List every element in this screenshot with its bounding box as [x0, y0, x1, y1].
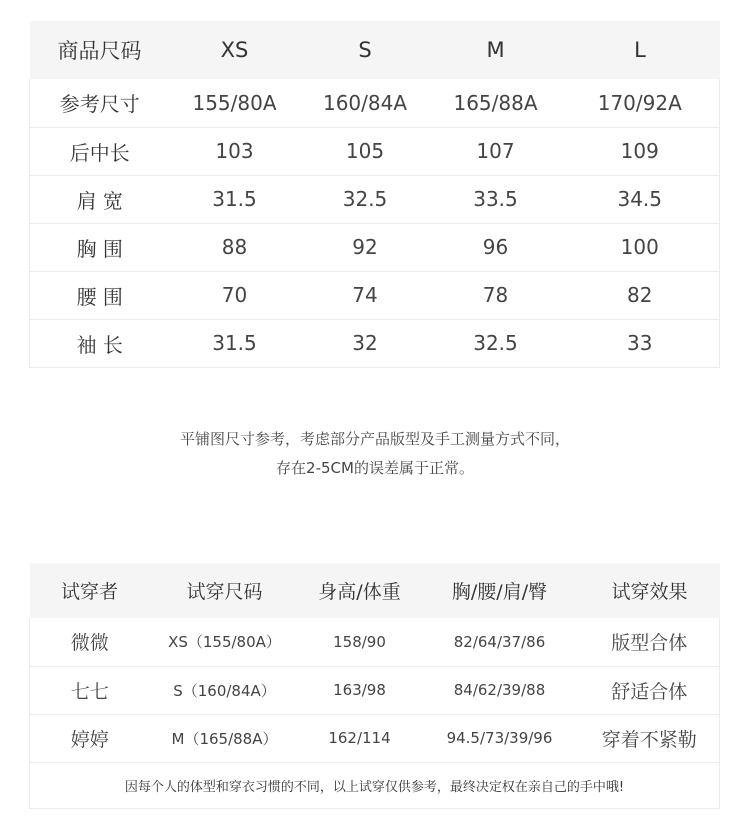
- tester-measurements: 94.5/73/39/96: [420, 714, 580, 762]
- size-value: 105: [300, 127, 431, 175]
- size-value: 109: [561, 127, 720, 175]
- tester-name: 微微: [30, 618, 150, 666]
- header-measurements: 胸/腰/肩/臀: [420, 563, 580, 618]
- tryon-disclaimer: 因每个人的体型和穿衣习惯的不同，以上试穿仅供参考，最终决定权在亲自己的手中哦!: [30, 762, 720, 808]
- tester-height-weight: 162/114: [300, 714, 420, 762]
- size-value: 32.5: [300, 175, 431, 223]
- tester-measurements: 82/64/37/86: [420, 618, 580, 666]
- tryon-row: [30, 618, 720, 666]
- row-label: 胸 围: [30, 223, 170, 271]
- header-size-l: L: [561, 21, 720, 79]
- header-size-m: M: [431, 21, 561, 79]
- size-row-sleeve: [30, 319, 720, 367]
- size-value: 96: [431, 223, 561, 271]
- tryon-table: [29, 563, 720, 809]
- size-value: 165/88A: [431, 79, 561, 127]
- size-row-back-length: [30, 127, 720, 175]
- size-value: 33.5: [431, 175, 561, 223]
- size-value: 92: [300, 223, 431, 271]
- header-size-xs: XS: [170, 21, 300, 79]
- size-value: 34.5: [561, 175, 720, 223]
- size-row-waist: [30, 271, 720, 319]
- size-chart-header-row: [30, 21, 720, 79]
- header-product-size: 商品尺码: [30, 21, 170, 79]
- tryon-footer-row: [30, 762, 720, 808]
- tester-measurements: 84/62/39/88: [420, 666, 580, 714]
- measurement-note-line2: 存在2-5CM的误差属于正常。: [276, 459, 474, 477]
- tester-height-weight: 158/90: [300, 618, 420, 666]
- size-row-reference: [30, 79, 720, 127]
- tester-name: 七七: [30, 666, 150, 714]
- size-value: 155/80A: [170, 79, 300, 127]
- tester-effect: 版型合体: [580, 618, 720, 666]
- row-label: 后中长: [30, 127, 170, 175]
- tester-effect: 舒适合体: [580, 666, 720, 714]
- size-value: 100: [561, 223, 720, 271]
- size-value: 74: [300, 271, 431, 319]
- tryon-header-row: [30, 563, 720, 618]
- tester-size: XS（155/80A）: [150, 618, 300, 666]
- size-value: 103: [170, 127, 300, 175]
- size-value: 107: [431, 127, 561, 175]
- row-label: 参考尺寸: [30, 79, 170, 127]
- size-row-chest: [30, 223, 720, 271]
- size-value: 160/84A: [300, 79, 431, 127]
- size-value: 82: [561, 271, 720, 319]
- header-height-weight: 身高/体重: [300, 563, 420, 618]
- size-value: 31.5: [170, 319, 300, 367]
- tester-size: M（165/88A）: [150, 714, 300, 762]
- tryon-row: [30, 666, 720, 714]
- size-value: 70: [170, 271, 300, 319]
- tester-effect: 穿着不紧勒: [580, 714, 720, 762]
- tryon-row: [30, 714, 720, 762]
- size-value: 33: [561, 319, 720, 367]
- size-value: 32: [300, 319, 431, 367]
- header-tester: 试穿者: [30, 563, 150, 618]
- measurement-note-line1: 平铺图尺寸参考，考虑部分产品版型及手工测量方式不同，: [179, 430, 570, 448]
- header-effect: 试穿效果: [580, 563, 720, 618]
- tester-name: 婷婷: [30, 714, 150, 762]
- size-value: 78: [431, 271, 561, 319]
- size-row-shoulder: [30, 175, 720, 223]
- size-value: 170/92A: [561, 79, 720, 127]
- size-value: 32.5: [431, 319, 561, 367]
- size-value: 31.5: [170, 175, 300, 223]
- tester-size: S（160/84A）: [150, 666, 300, 714]
- size-value: 88: [170, 223, 300, 271]
- row-label: 腰 围: [30, 271, 170, 319]
- row-label: 肩 宽: [30, 175, 170, 223]
- tester-height-weight: 163/98: [300, 666, 420, 714]
- row-label: 袖 长: [30, 319, 170, 367]
- header-tryon-size: 试穿尺码: [150, 563, 300, 618]
- header-size-s: S: [300, 21, 431, 79]
- size-chart-table: [29, 21, 720, 368]
